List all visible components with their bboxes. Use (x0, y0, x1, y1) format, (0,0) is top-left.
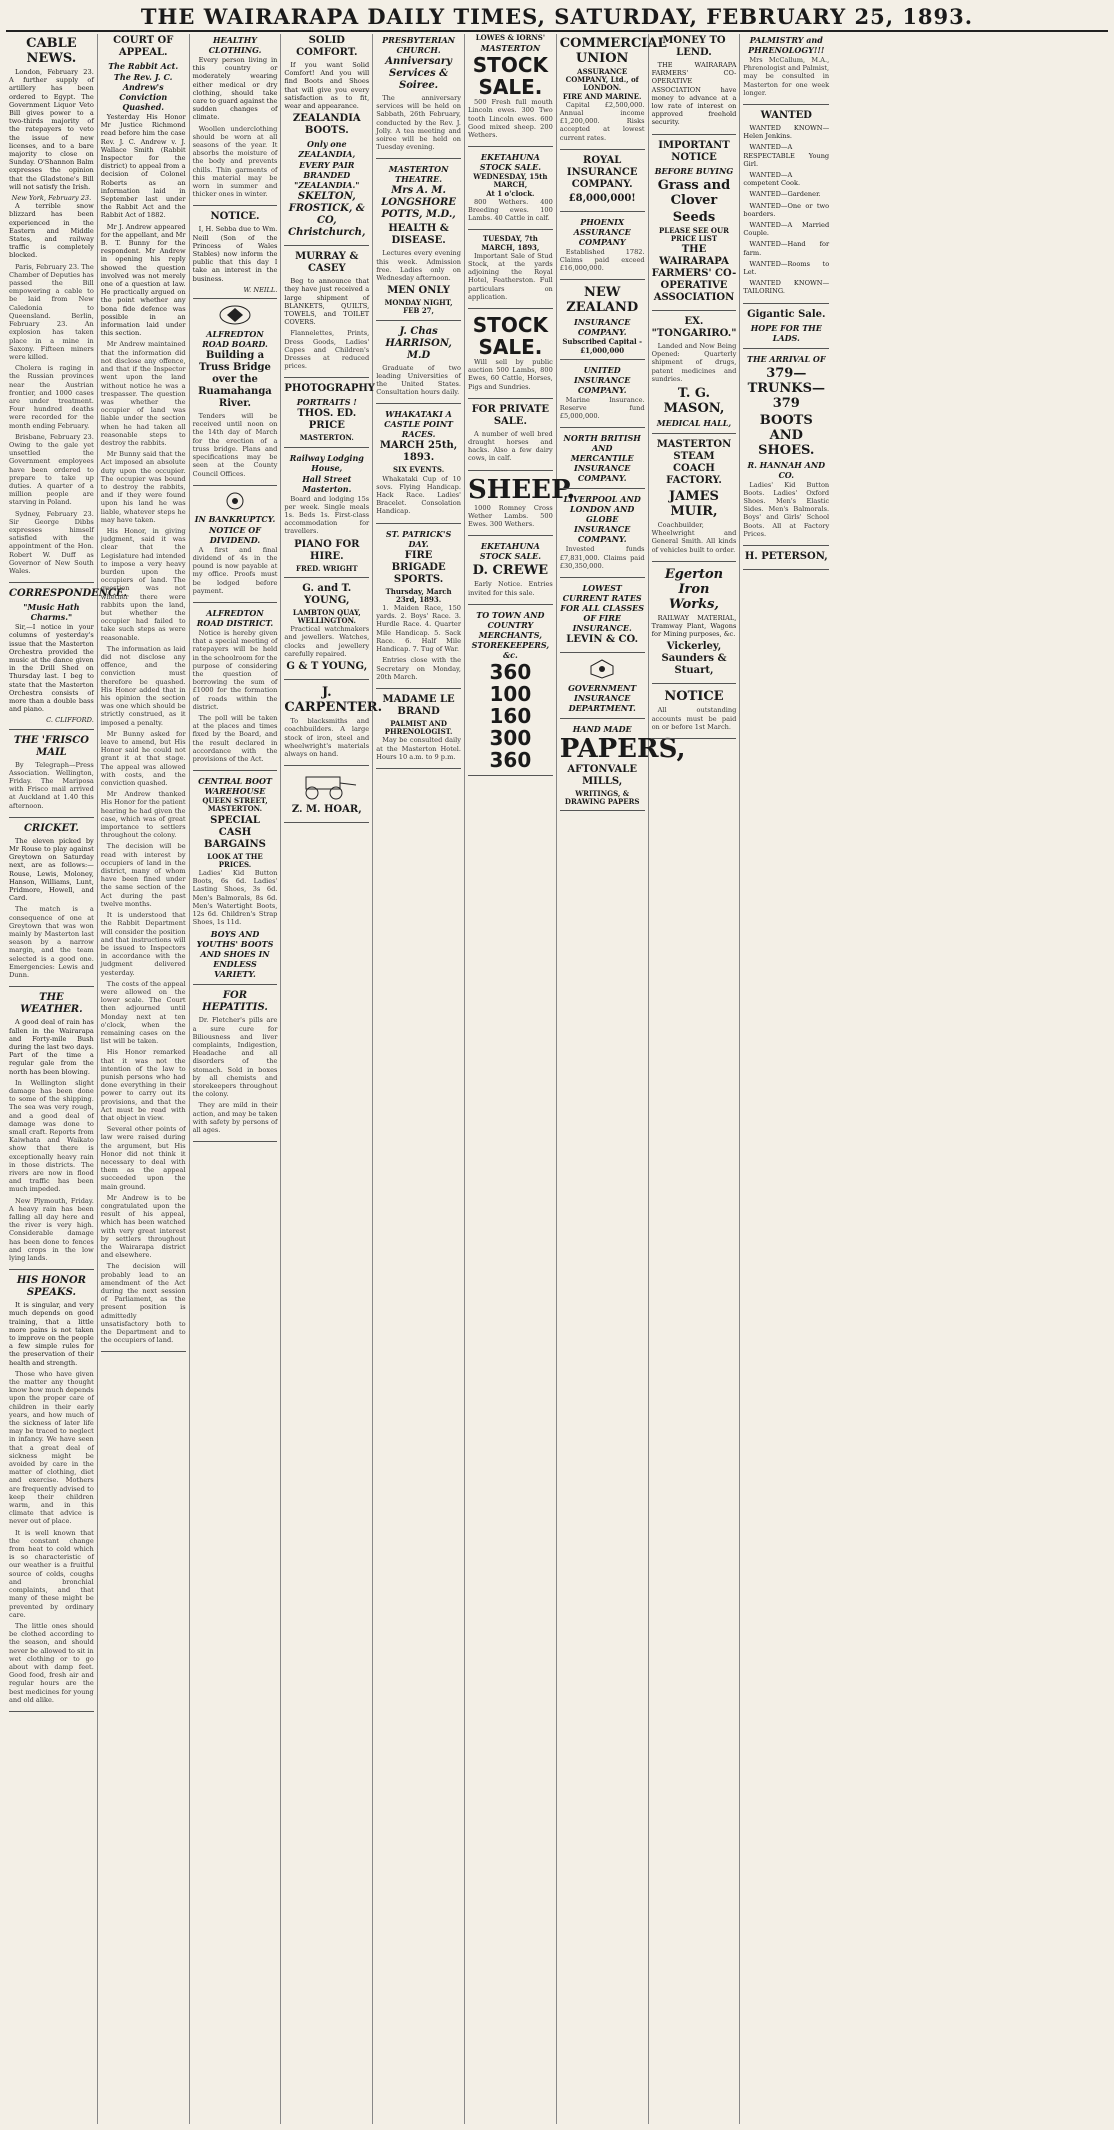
crewe-heading: D. CREWE (472, 563, 549, 579)
warehouse-heading: CENTRAL BOOT WAREHOUSE (198, 776, 272, 797)
madame-heading: MADAME LE BRAND (382, 693, 455, 717)
column-9: PALMISTRY and PHRENOLOGY!!! Mrs McCallum, M.A., Phrenologist and Palmist, may be consulted in Masterton for one week longer. WANTED WANTED KNOWN—Helen Jenkins. WANTED—A RESPECTABLE Young Girl. WANTED—A competent Cook. WANTED—Gardener. WANTED—One or two boarders. WANTED—A Married Couple. WANTED—Hand for farm. WANTED—Rooms to Let. WANTED KNOWN—TAILORING. Gigantic Sale. HOPE FOR THE LADS. THE ARRIVAL OF 379—TRUNKS—379 BOOTS AND SHOES. R. HANNAH AND CO. Ladies' Kid Button Boots. Ladies' Oxford Shoes. Men's Elastic Sides. Men's Balmorals. Boys' and Girls' School Boots. All at Factory Prices. H. PETERSON, (740, 34, 832, 2124)
notice-text: I, H. Sebba due to Wm. Neill (Son of the Princess of Wales Stables) now inform the public that this day I take an interest in the business. (192, 225, 278, 283)
cable-news-text: London, February 23. A further supply of artillery has been ordered to Egypt. The Government Liquor Veto Bill gives power to a two-thirds majority of the ratepayers to veto the issue of new licenses, and to a bare majority to close on Sunday. O'Shannon Balm expresses the opinion that the Gladstone's Bill will not satisfy the Irish. (9, 68, 94, 191)
price-heading: THOS. ED. PRICE (297, 408, 357, 432)
boots-shoes-heading: BOOTS AND SHOES. (758, 412, 815, 458)
healthy-clothing-text: Every person living in this country or moderately wearing either medical or dry clothing, should take care to guard against the sudden changes of climate. (192, 56, 278, 122)
gigantic-sale: Gigantic Sale. (747, 308, 826, 320)
presbyterian-heading: PRESBYTERIAN CHURCH. (382, 35, 455, 55)
seeds-heading: Seeds (672, 209, 716, 225)
young-heading-2: G & T YOUNG, (286, 661, 368, 673)
frisco-mail-heading: THE 'FRISCO MAIL (13, 734, 89, 758)
north-british-heading: NORTH BRITISH AND MERCANTILE INSURANCE COMPANY. (563, 433, 641, 484)
wfca-heading: THE WAIRARAPA FARMERS' CO-OPERATIVE ASSOCIATION (651, 244, 737, 304)
court-text: Yesterday His Honor Mr Justice Richmond read before him the case Rev. J. C. Andrew v. J. Wallace Smith (Rabbit Inspector for the district) to appeal from a decision of Colonel Roberts as an information laid in September last under the Rabbit Act and the Rabbit Act of 1882. (100, 113, 186, 220)
longshore-heading: Mrs A. M. LONGSHORE POTTS, M.D., (381, 185, 456, 221)
nz-heading: NEW ZEALAND (566, 285, 639, 316)
bankruptcy-heading: IN BANKRUPTCY. (194, 513, 276, 524)
alfredton-heading: ALFREDTON ROAD BOARD. (202, 329, 268, 350)
men-only-heading: MEN ONLY (387, 285, 450, 297)
harrison-heading: J. Chas HARRISON, M.D (385, 325, 452, 361)
column-7: COMMERCIAL UNION ASSURANCE COMPANY, Ltd., of LONDON. FIRE AND MARINE. Capital £2,500,000. Annual income £1,200,000. Risks accepted at lowest current rates. ROYAL INSURANCE COMPANY. £8,000,000! PHOENIX ASSURANCE COMPANY Established 1782. Claims paid exceed £16,000,000. NEW ZEALAND INSURANCE COMPANY. Subscribed Capital - £1,000,000 UNITED INSURANCE COMPANY. Marine Insurance. Reserve fund £5,000,000. NORTH BRITISH AND MERCANTILE INSURANCE COMPANY. LIVERPOOL AND LONDON AND GLOBE INSURANCE COMPANY. Invested funds £7,831,000. Claims paid £30,350,000. LOWEST CURRENT RATES FOR ALL CLASSES OF FIRE INSURANCE. LEVIN & CO. GOVERNMENT INSURANCE DEPARTMENT. HAND MADE PAPERS, AFTONVALE MILLS, WRITINGS, & DRAWING PAPERS (557, 34, 649, 2124)
murray-casey-heading: MURRAY & CASEY (295, 251, 359, 275)
weather-heading: THE WEATHER. (20, 992, 83, 1016)
wanted-heading: WANTED (760, 110, 812, 122)
new-york-text: A terrible snow blizzard has been experienced in the Eastern and Middle States, and railway traffic is completely blocked. (9, 202, 94, 260)
piano-hire: PIANO FOR HIRE. (294, 538, 360, 562)
cable-news-heading: CABLE NEWS. (26, 36, 77, 66)
masterton-label: MASTERTON (480, 43, 541, 54)
notice-heading: NOTICE. (210, 211, 260, 223)
number-1: 360 (489, 659, 532, 684)
palmistry-heading: PALMISTRY and PHRENOLOGY!!! (748, 35, 825, 55)
muir-heading: JAMES MUIR, (669, 489, 719, 520)
commercial-union-heading: COMMERCIAL UNION (559, 36, 667, 66)
only-one-zealandia: Only one ZEALANDIA, (298, 139, 356, 160)
every-pair-branded: EVERY PAIR BRANDED "ZEALANDIA." (294, 160, 360, 191)
bankruptcy-crest (193, 491, 278, 511)
egerton-heading: Egerton Iron Works, (664, 566, 724, 612)
wright-name: FRED. WRIGHT (296, 563, 358, 573)
hepatitis-heading: FOR HEPATITIS. (202, 990, 268, 1014)
important-notice: IMPORTANT NOTICE (658, 139, 730, 163)
column-5: PRESBYTERIAN CHURCH. Anniversary Services & Soiree. The anniversary services will be held on Sabbath, 26th February, conducted by the Rev. J. Jolly. A tea meeting and soiree will be held on Tuesday evening. MASTERTON THEATRE. Mrs A. M. LONGSHORE POTTS, M.D., HEALTH & DISEASE. Lectures every evening this week. Admission free. Ladies only on Wednesday afternoon. MEN ONLY MONDAY NIGHT, FEB 27, J. Chas HARRISON, M.D Graduate of two leading Universities of the United States. Consultation hours daily. WHAKATAKI A CASTLE POINT RACES. MARCH 25th, 1893. SIX EVENTS. Whakataki Cup of 10 sovs. Flying Handicap. Hack Race. Ladies' Bracelet. Consolation Handicap. ST. PATRICK'S DAY. FIRE BRIGADE SPORTS. Thursday, March 23rd, 1893. 1. Maiden Race, 150 yards. 2. Boys' Race. 3. Hurdle Race. 4. Quarter Mile Handicap. 5. Sack Race. 6. Half Mile Handicap. 7. Tug of War. Entries close with the Secretary on Monday, 20th March. MADAME LE BRAND PALMIST AND PHRENOLOGIST. May be consulted daily at the Masterton Hotel. Hours 10 a.m. to 9 p.m. (373, 34, 465, 2124)
before-buying: BEFORE BUYING (654, 165, 734, 176)
columns (6, 34, 1108, 2124)
march-date: MARCH 25th, 1893. (379, 440, 458, 464)
special-bargains: SPECIAL CASH BARGAINS (204, 814, 266, 850)
money-heading: MONEY TO LEND. (662, 35, 726, 58)
column-3: HEALTHY CLOTHING. Every person living in this country or moderately wearing either medical or dry clothing, should take care to guard against the sudden changes of climate. Woollen underclothing should be worn at all seasons of the year. It absorbs the moisture of the body and prevents chills. Thin garments of this material may be worn in summer and thicker ones in winter. NOTICE. I, H. Sebba due to Wm. Neill (Son of the Princess of Wales Stables) now inform the public that this day I take an interest in the business. W. NEILL. ALFREDTON ROAD BOARD. Building a Truss Bridge over the Ruamahanga River. Tenders will be received until noon on the 14th day of March for the erection of a truss bridge. Plans and specifications may be seen at the County Council Offices. IN BANKRUPTCY. NOTICE OF DIVIDEND. A first and final dividend of 4s in the pound is now payable at my office. Proofs must be lodged before payment. ALFREDTON ROAD DISTRICT. Notice is hereby given that a special meeting of ratepayers will be held in the schoolroom for the purpose of considering the question of borrowing the sum of £1000 for the formation of roads within the district. The poll will be taken at the places and times fixed by the Board, and the result declared in accordance with the provisions of the Act. CENTRAL BOOT WAREHOUSE QUEEN STREET, MASTERTON. SPECIAL CASH BARGAINS LOOK AT THE PRICES. Ladies' Kid Button Boots, 6s 6d. Ladies' Lasting Shoes, 3s 6d. Men's Balmorals, 8s 6d. Men's Watertight Boots, 12s 6d. Children's Strap Shoes, 1s 11d. BOYS AND YOUTHS' BOOTS AND SHOES IN ENDLESS VARIETY. FOR HEPATITIS. Dr. Fletcher's pills are a sure cure for Biliousness and liver complaints, Indigestion, Headache and all disorders of the stomach. Sold in boxes by all chemists and storekeepers throughout the colony. They are mild in their action, and may be taken with safety by persons of all ages. (190, 34, 282, 2124)
royal-insurance-heading: ROYAL INSURANCE COMPANY. (566, 154, 638, 190)
wanted-6: WANTED—A Married Couple. (743, 221, 830, 238)
grass-clover: Grass and Clover (657, 177, 731, 208)
see-price-list: PLEASE SEE OUR PRICE LIST (658, 225, 729, 243)
murray-casey-text: Beg to announce that they have just received a large shipment of BLANKETS, QUILTS, TOWELS, and TOILET COVERS. (284, 277, 370, 327)
medical-hall: MEDICAL HALL, (656, 418, 732, 429)
number-5: 360 (489, 747, 532, 772)
nz-capital: Subscribed Capital - £1,000,000 (562, 337, 643, 355)
fire-marine: FIRE AND MARINE. (562, 91, 642, 101)
solid-comfort-heading: SOLID COMFORT. (296, 35, 358, 58)
steam-coach-heading: MASTERTON STEAM COACH FACTORY. (656, 439, 732, 487)
weather-text: A good deal of rain has fallen in the Wairarapa and Forty-mile Bush during the last two days. Part of the time a regular gale from the north has been blowing. (9, 1018, 94, 1076)
conviction-title: The Rev. J. C. Andrew's Conviction Quashed. (113, 72, 173, 112)
price-town: MASTERTON. (299, 433, 354, 443)
patrick-heading: ST. PATRICK'S DAY. (385, 528, 452, 549)
wanted-1: WANTED KNOWN—Helen Jenkins. (743, 124, 830, 141)
monday-date: MONDAY NIGHT, FEB 27, (384, 298, 453, 316)
portraits-heading: PORTRAITS ! (296, 397, 357, 408)
court-heading: COURT OF APPEAL. (113, 35, 174, 58)
vickerley-heading: Vickerley, Saunders & Stuart, (661, 641, 727, 677)
lambton-quay: LAMBTON QUAY, WELLINGTON. (292, 607, 361, 626)
healthy-clothing-heading: HEALTHY CLOTHING. (208, 35, 262, 55)
newspaper-page (6, 4, 1108, 2126)
eketahuna-heading: EKETAHUNA STOCK SALE. (479, 152, 542, 173)
arrival-heading: THE ARRIVAL OF (747, 353, 826, 364)
railway-lodging-heading: Railway Lodging House, (289, 452, 364, 473)
notice-heading-2: NOTICE (664, 689, 724, 705)
district-heading: ALFREDTON ROAD DISTRICT. (196, 607, 274, 628)
correspondence-heading: CORRESPONDENCE. (9, 588, 128, 600)
health-disease-heading: HEALTH & DISEASE. (388, 223, 449, 247)
stock-sale-heading-2: STOCK SALE. (472, 313, 548, 360)
papers-heading: PAPERS, (559, 734, 686, 765)
column-8: MONEY TO LEND. THE WAIRARAPA FARMERS' CO-OPERATIVE ASSOCIATION have money to advance at a low rate of interest on approved freehold security. IMPORTANT NOTICE BEFORE BUYING Grass and Clover Seeds PLEASE SEE OUR PRICE LIST THE WAIRARAPA FARMERS' CO-OPERATIVE ASSOCIATION EX. "TONGARIRO." Landed and Now Being Opened: Quarterly shipment of drugs, patent medicines and sundries. T. G. MASON, MEDICAL HALL, MASTERTON STEAM COACH FACTORY. JAMES MUIR, Coachbuilder, Wheelwright and General Smith. All kinds of vehicles built to order. Egerton Iron Works, RAILWAY MATERIAL, Tramway Plant, Wagons for Mining purposes, &c. Vickerley, Saunders & Stuart, NOTICE All outstanding accounts must be paid on or before 1st March. (649, 34, 741, 2124)
number-3: 160 (489, 703, 532, 728)
peterson-heading: H. PETERSON, (744, 551, 828, 563)
eketahuna-date: WEDNESDAY, 15th MARCH, (473, 172, 548, 190)
crest-emblem (193, 304, 278, 326)
liverpool-heading: LIVERPOOL AND LONDON AND GLOBE INSURANCE COMPANY. (563, 494, 641, 545)
zealandia-heading: ZEALANDIA BOOTS. (292, 113, 361, 137)
eketahuna-heading-2: EKETAHUNA STOCK SALE. (479, 541, 542, 562)
notice-signature: W. NEILL. (243, 285, 278, 294)
correspondence-signature: C. CLIFFORD. (46, 716, 94, 725)
correspondence-text: Sir,—I notice in your columns of yesterday's issue that the Masterton Orchestra provided the music at the dance given in the Drill Shed on Thursday last. I beg to state that the Masterton Orchestra consists of more than a double bass and piano. (9, 623, 94, 714)
hall-street: Hall Street Masterton. (302, 473, 352, 494)
masterton-theatre-heading: MASTERTON THEATRE. (388, 164, 449, 185)
wanted-3: WANTED—A competent Cook. (743, 171, 801, 188)
young-heading: G. and T. YOUNG, (302, 582, 352, 606)
wanted-7: WANTED—Hand for farm. (743, 240, 830, 257)
cricket-text: The eleven picked by Mr Rouse to play against Greytown on Saturday next, are as follows:—Rouse, Lewis, Moloney, Hanson, Williams, Lunt, Pridmore, Howell, and Card. (9, 836, 94, 903)
masthead: THE WAIRARAPA DAILY TIMES, SATURDAY, FEBRUARY 25, 1893. (6, 4, 1108, 32)
cricket-heading: CRICKET. (23, 822, 79, 834)
number-2: 100 (489, 681, 532, 706)
skelton-heading: SKELTON, FROSTICK, & CO, Christchurch, (288, 191, 366, 239)
wanted-9: WANTED KNOWN—TAILORING. (743, 279, 830, 296)
boys-boots: BOYS AND YOUTHS' BOOTS AND SHOES IN ENDLESS VARIETY. (196, 929, 274, 980)
united-heading: UNITED INSURANCE COMPANY. (573, 364, 631, 395)
photography-heading: PHOTOGRAPHY (284, 383, 375, 395)
hand-made: HAND MADE (572, 724, 632, 735)
wanted-8: WANTED—Rooms to Let. (743, 259, 830, 277)
hannah-heading: R. HANNAH AND CO. (747, 459, 826, 480)
fire-brigade-date: Thursday, March 23rd, 1893. (385, 586, 452, 604)
government-heading: GOVERNMENT INSURANCE DEPARTMENT. (568, 683, 637, 714)
his-honor-heading: HIS HONOR SPEAKS. (16, 1275, 86, 1299)
railway-material: RAILWAY MATERIAL, Tramway Plant, Wagons for Mining purposes, &c. (651, 613, 737, 639)
stock-sale-heading: STOCK SALE. (472, 53, 548, 100)
hope-lads: HOPE FOR THE LADS. (750, 322, 822, 343)
warehouse-address: QUEEN STREET, MASTERTON. (202, 796, 268, 814)
government-crest (560, 658, 645, 680)
column-1: CABLE NEWS. London, February 23. A further supply of artillery has been ordered to Egypt. The Government Liquor Veto Bill gives power to a two-thirds majority of the ratepayers to veto the issue of new licenses, and to a bare majority to close on Sunday. O'Shannon Balm expresses the opinion that the Gladstone's Bill will not satisfy the Irish. New York, February 23. A terrible snow blizzard has been experienced in the Eastern and Middle States, and railway traffic is completely blocked. Paris, February 23. The Chamber of Deputies has passed the Bill empowering a cable to be laid from New Caledonia to Queensland. Berlin, February 23. An explosion has taken place in a mine in Saxony. Fifteen miners were killed. Cholera is raging in the Russian provinces near the Austrian frontier, and 1000 cases are under treatment. Four hundred deaths were recorded for the month ending February. Brisbane, February 23. Owing to the gale yet unsettled the Government employees have been ordered to prepare to take up duties. A quarter of a million people are starving in Poland. Sydney, February 23. Sir George Dibbs expresses himself satisfied with the appointment of the Hon. Robert W. Duff as Governor of New South Wales. CORRESPONDENCE. "Music Hath Charms." Sir,—I notice in your columns of yesterday's issue that the Masterton Orchestra provided the music at the dance given in the Drill Shed on Thursday last. I beg to state that the Masterton Orchestra consists of more than a double bass and piano. C. CLIFFORD. THE 'FRISCO MAIL By Telegraph—Press Association. Wellington, Friday. The Mariposa with Frisco mail arrived at Auckland at 1.40 this afternoon. CRICKET. The eleven picked by Mr Rouse to play against Greytown on Saturday next, are as follows:—Rouse, Lewis, Moloney, Hanson, Williams, Lunt, Pridmore, Howell, and Card. The match is a consequence of one at Greytown that was won mainly by Masterton last season by a narrow margin, and the team selected is a good one. Emergencies: Lewis and Dunn. THE WEATHER. A good deal of rain has fallen in the Wairarapa and Forty-mile Bush during the last two days. Part of the time a regular gale from the north has been blowing. In Wellington slight damage has been done to some of the shipping. The sea was very rough, and a good deal of damage was done to small craft. Reports from Kaiwhata and Waikato show that there is exceptionally heavy rain in those districts. The rivers are now in flood and traffic has been much impeded. New Plymouth, Friday. A heavy rain has been falling all day here and the river is very high. Considerable damage has been done to fences and crops in the low lying lands. HIS HONOR SPEAKS. It is singular, and very much depends on good training, that a little more pains is not taken to improve on the people a few simple rules for the preservation of their health and strength. Those who have given the matter any thought know how much depends upon the proper care of children in their early years, and how much of the sickness of later life may be traced to neglect in infancy. We have seen that a great deal of sickness might be avoided by care in the matter of clothing, diet and exercise. Mothers are frequently advised to keep their children warm, and in this climate that advice is never out of place. It is well known that the constant change from heat to cold which is so characteristic of our weather is a fruitful source of colds, coughs and bronchial complaints, and that many of these might be prevented by ordinary care. The little ones should be clothed according to the season, and should never be allowed to sit in wet clothing or to go about with damp feet. Good food, fresh air and regular hours are the best medicines for young and old alike. (6, 34, 98, 2124)
column-4: SOLID COMFORT. If you want Solid Comfort! And you will find Boots and Shoes that will give you every satisfaction as to fit, wear and appearance. ZEALANDIA BOOTS. Only one ZEALANDIA, EVERY PAIR BRANDED "ZEALANDIA." SKELTON, FROSTICK, & CO, Christchurch, MURRAY & CASEY Beg to announce that they have just received a large shipment of BLANKETS, QUILTS, TOWELS, and TOILET COVERS. Flannelettes, Prints, Dress Goods, Ladies' Capes and Children's Dresses at reduced prices. PHOTOGRAPHY PORTRAITS ! THOS. ED. PRICE MASTERTON. Railway Lodging House, Hall Street Masterton. Board and lodging 15s per week. Single meals 1s. Beds 1s. First-class accommodation for travellers. PIANO FOR HIRE. FRED. WRIGHT G. and T. YOUNG, LAMBTON QUAY, WELLINGTON. Practical watchmakers and jewellers. Watches, clocks and jewellery carefully repaired. G & T YOUNG, J. CARPENTER. To blacksmiths and coachbuilders. A large stock of iron, steel and wheelwright's materials always on hand. Z. M. HOAR, (281, 34, 373, 2124)
lowest-rates: LOWEST CURRENT RATES FOR ALL CLASSES OF FIRE INSURANCE. (560, 583, 645, 634)
lowes-iorns: LOWES & IORNS' (475, 33, 546, 42)
mason-heading: T. G. MASON, (663, 386, 725, 417)
tongariro-heading: EX. "TONGARIRO." (651, 316, 737, 340)
column-6: LOWES & IORNS' MASTERTON STOCK SALE. 500 Fresh full mouth Lincoln ewes. 300 Two tooth Lincoln ewes. 600 Good mixed sheep. 200 Wethers. EKETAHUNA STOCK SALE. WEDNESDAY, 15th MARCH, At 1 o'clock. 800 Wethers. 400 Breeding ewes. 100 Lambs. 40 Cattle in calf. TUESDAY, 7th MARCH, 1893, Important Sale of Stud Stock, at the yards adjoining the Royal Hotel, Featherston. Full particulars on application. STOCK SALE. Will sell by public auction 500 Lambs, 800 Ewes, 60 Cattle, Horses, Pigs and Sundries. FOR PRIVATE SALE. A number of well bred draught horses and hacks. Also a few dairy cows, in calf. SHEEP. 1000 Romney Cross Wether Lambs. 500 Ewes. 300 Wethers. EKETAHUNA STOCK SALE. D. CREWE Early Notice. Entries invited for this sale. TO TOWN AND COUNTRY MERCHANTS, STOREKEEPERS, &c. 360 100 160 300 360 (465, 34, 557, 2124)
commercial-union-sub: ASSURANCE COMPANY, Ltd., of LONDON. (565, 67, 639, 93)
six-events: SIX EVENTS. (393, 465, 445, 475)
carpenter-heading: J. CARPENTER. (284, 685, 383, 716)
anniversary-heading: Anniversary Services & Soiree. (385, 56, 452, 91)
writings-heading: WRITINGS, & DRAWING PAPERS (564, 789, 640, 807)
wanted-5: WANTED—One or two boarders. (743, 201, 830, 218)
levin-heading: LEVIN & CO. (566, 634, 639, 646)
wanted-4: WANTED—Gardener. (749, 190, 821, 199)
court-text-2: Mr J. Andrew appeared for the appellant, and Mr B. T. Bunny for the respondent. Mr Andrew in opening his reply showed the question involved was not merely one of a question at law. He practically argued on the point whether any bona fide defence was possible in an information laid under this section. (100, 222, 186, 338)
trunks-heading: 379—TRUNKS—379 (747, 365, 825, 411)
look-prices: LOOK AT THE PRICES. (207, 851, 263, 869)
music-charms-title: "Music Hath Charms." (23, 602, 80, 623)
new-york-dateline: New York, February 23. (11, 194, 92, 203)
dividend-heading: NOTICE OF DIVIDEND. (209, 524, 261, 545)
money-text: THE WAIRARAPA FARMERS' CO-OPERATIVE ASSOCIATION have money to advance at a low rate of interest on approved freehold security. (651, 61, 737, 127)
phoenix-heading: PHOENIX ASSURANCE COMPANY (573, 216, 631, 247)
private-sale-heading: FOR PRIVATE SALE. (471, 403, 550, 427)
royal-funds: £8,000,000! (568, 192, 636, 204)
truss-bridge-title: Building a Truss Bridge over the Ruamahanga River. (198, 350, 272, 410)
hoar-heading: Z. M. HOAR, (291, 804, 362, 816)
his-honor-text: It is singular, and very much depends on good training, that a little more pains is not taken to improve on the people a few simple rules for the preservation of their health and strength. (9, 1301, 94, 1367)
nz-company: INSURANCE COMPANY. (573, 317, 631, 338)
solid-comfort-text: If you want Solid Comfort! And you will find Boots and Shoes that will give you every satisfaction as to fit, wear and appearance. (284, 61, 370, 111)
number-4: 300 (489, 725, 532, 750)
whakataki-heading: WHAKATAKI A CASTLE POINT RACES. (384, 409, 453, 440)
rabbit-act-title: The Rabbit Act. (108, 61, 179, 71)
tuesday-date: TUESDAY, 7th MARCH, 1893, (481, 234, 540, 252)
sheep-heading: SHEEP. (467, 474, 576, 505)
carriage-illustration (284, 771, 369, 801)
fire-brigade-heading: FIRE BRIGADE SPORTS. (391, 549, 446, 585)
eketahuna-time: At 1 o'clock. (486, 188, 535, 198)
merchants-heading: TO TOWN AND COUNTRY MERCHANTS, STOREKEEPERS, &c. (471, 609, 550, 660)
aftonvale-heading: AFTONVALE MILLS, (567, 764, 637, 788)
palmist-subheading: PALMIST AND PHRENOLOGIST. (384, 718, 453, 737)
column-2: COURT OF APPEAL. The Rabbit Act. The Rev. J. C. Andrew's Conviction Quashed. Yesterday His Honor Mr Justice Richmond read before him the case Rev. J. C. Andrew v. J. Wallace Smith (Rabbit Inspector for the district) to appeal from a decision of Colonel Roberts as an information laid in September last under the Rabbit Act and the Rabbit Act of 1882. Mr J. Andrew appeared for the appellant, and Mr B. T. Bunny for the respondent. Mr Andrew in opening his reply showed the question involved was not merely one of a question at law. He practically argued on the point whether any bona fide defence was possible in an information laid under this section. Mr Andrew maintained that the information did not disclose any offence, and that if the Inspector went upon the land without notice he was a trespasser. The question was whether the occupier of land was liable under the section when he had taken all reasonable steps to destroy the rabbits. Mr Bunny said that the Act imposed an absolute duty upon the occupier. The occupier was bound to destroy the rabbits, and if they were found upon his land he was liable, whatever steps he may have taken. His Honor, in giving judgment, said it was clear that the Legislature had intended to impose a very heavy burden upon the occupiers of land. The question was not whether there were rabbits upon the land, but whether the occupier had failed to take such steps as were reasonable. The information as laid did not disclose any offence, and the conviction must therefore be quashed. His Honor added that in his opinion the section was one which should be strictly construed, as it imposed a penalty. Mr Bunny asked for leave to amend, but His Honor said he could not grant it at that stage. The appeal was allowed with costs, and the conviction quashed. Mr Andrew thanked His Honor for the patient hearing he had given the case, which was of great importance to settlers throughout the colony. The decision will be read with interest by occupiers of land in the district, many of whom have been fined under the same section of the Act during the past twelve months. It is understood that the Rabbit Department will consider the position and that instructions will be issued to Inspectors in accordance with the judgment delivered yesterday. The costs of the appeal were allowed on the lower scale. The Court then adjourned until Monday next at ten o'clock, when the remaining cases on the list will be taken. His Honor remarked that it was not the intention of the law to punish persons who had done everything in their power to carry out its provisions, and that the Act must be read with that object in view. Several other points of law were raised during the argument, but His Honor did not think it necessary to deal with them as the appeal succeeded upon the main ground. Mr Andrew is to be congratulated upon the result of his appeal, which has been watched with very great interest by settlers throughout the Wairarapa district and elsewhere. The decision will probably lead to an amendment of the Act during the next session of Parliament, as the present position is admittedly unsatisfactory both to the Department and to the occupiers of land. (98, 34, 190, 2124)
wanted-2: WANTED—A RESPECTABLE Young Girl. (743, 143, 830, 168)
